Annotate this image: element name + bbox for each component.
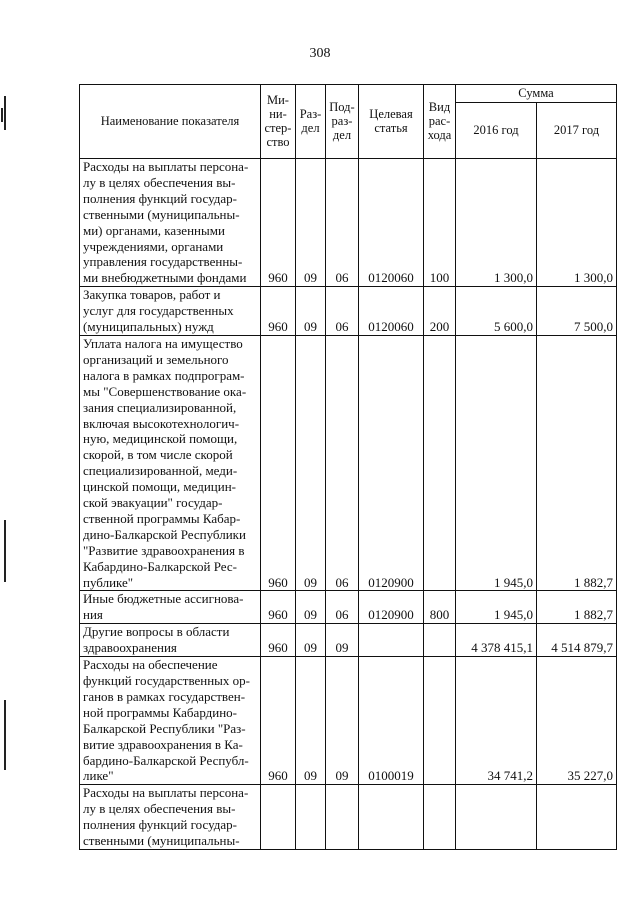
expense-type: 100	[424, 159, 456, 287]
target-article: 0120060	[359, 287, 424, 336]
sum-2016: 5 600,0	[456, 287, 537, 336]
indicator-name-line: включая высокотехнологич-	[83, 415, 240, 431]
header-name: Наименование показателя	[80, 85, 261, 159]
header-subsection	[326, 85, 359, 159]
sum-2016	[456, 785, 537, 850]
indicator-name-line: полнения функций государ-	[83, 190, 237, 206]
table-row	[80, 159, 617, 287]
sum-2016: 1 945,0	[456, 335, 537, 591]
sum-2017: 35 227,0	[537, 657, 617, 785]
sum-2017: 1 882,7	[537, 335, 617, 591]
sum-2017: 1 300,0	[537, 159, 617, 287]
header-year-2017: 2017 год	[537, 103, 617, 159]
indicator-name-line: зания специализированной,	[83, 399, 237, 415]
indicator-name-line: Уплата налога на имущество	[83, 335, 243, 351]
budget-table	[79, 84, 617, 850]
indicator-name-line: Расходы на выплаты персона-	[83, 159, 249, 174]
ministry-code: 960	[261, 657, 296, 785]
indicator-name-line: мы "Совершенствование ока-	[83, 383, 247, 399]
ministry-code: 960	[261, 624, 296, 657]
indicator-name-line: ственной программы Кабар-	[83, 510, 241, 526]
sum-2017: 1 882,7	[537, 591, 617, 624]
target-article: 0120900	[359, 335, 424, 591]
sum-2017: 7 500,0	[537, 287, 617, 336]
header-ministry	[261, 85, 296, 159]
header-target-line: статья	[374, 121, 408, 135]
header-expense-type-line: Вид	[428, 100, 451, 114]
sum-2016: 34 741,2	[456, 657, 537, 785]
indicator-name-line: публике"	[83, 574, 134, 590]
target-article: 0100019	[359, 657, 424, 785]
section-code: 09	[296, 335, 326, 591]
indicator-name	[80, 785, 261, 850]
table-row	[80, 591, 617, 624]
header-section	[296, 85, 326, 159]
indicator-name-line: витие здравоохранения в Ка-	[83, 736, 243, 752]
header-ministry-line: ни-	[269, 107, 287, 121]
indicator-name-line: бардино-Балкарской Республ-	[83, 752, 249, 768]
indicator-name	[80, 657, 261, 785]
indicator-name-line: ской эвакуации" государ-	[83, 495, 223, 511]
indicator-name-line: лу в целях обеспечения вы-	[83, 801, 236, 817]
ministry-code: 960	[261, 335, 296, 591]
indicator-name-line: ственными (муниципальны-	[83, 206, 240, 222]
table-row	[80, 785, 617, 850]
table-row	[80, 624, 617, 657]
indicator-name-line: Балкарской Республики "Раз-	[83, 720, 246, 736]
header-sum: Сумма	[456, 85, 617, 103]
header-year-2016: 2016 год	[456, 103, 537, 159]
indicator-name-line: услуг для государственных	[83, 303, 234, 319]
table-header	[80, 85, 617, 159]
section-code	[296, 785, 326, 850]
indicator-name-line: дино-Балкарской Республики	[83, 526, 246, 542]
header-expense-type-line: хода	[427, 128, 452, 142]
target-article	[359, 785, 424, 850]
header-subsection-line: дел	[332, 128, 352, 142]
ministry-code: 960	[261, 159, 296, 287]
page-number: 308	[309, 46, 331, 61]
sum-2016: 1 300,0	[456, 159, 537, 287]
target-article: 0120900	[359, 591, 424, 624]
subsection-code: 06	[326, 335, 359, 591]
sum-2017: 4 514 879,7	[537, 624, 617, 657]
indicator-name	[80, 624, 261, 657]
header-expense-type-line: рас-	[428, 114, 451, 128]
header-ministry-line: Ми-	[267, 93, 289, 107]
sum-2016: 1 945,0	[456, 591, 537, 624]
indicator-name	[80, 287, 261, 336]
expense-type	[424, 657, 456, 785]
header-section-line: дел	[301, 121, 320, 135]
subsection-code: 09	[326, 624, 359, 657]
margin-mark	[1, 108, 3, 122]
expense-type: 200	[424, 287, 456, 336]
expense-type	[424, 785, 456, 850]
indicator-name-line: специализированной, меди-	[83, 463, 238, 479]
section-code: 09	[296, 624, 326, 657]
expense-type	[424, 624, 456, 657]
margin-mark	[4, 96, 6, 130]
indicator-name-line: лике"	[83, 768, 114, 784]
table-body	[80, 159, 617, 850]
margin-mark	[4, 520, 6, 582]
table-row	[80, 657, 617, 785]
expense-type: 800	[424, 591, 456, 624]
indicator-name-line: ния	[83, 607, 103, 623]
indicator-name-line: ми) органами, казенными	[83, 222, 225, 238]
margin-mark	[4, 700, 6, 770]
header-ministry-line: стер-	[264, 121, 292, 135]
header-ministry-line: ство	[266, 135, 290, 149]
ministry-code: 960	[261, 591, 296, 624]
indicator-name	[80, 159, 261, 287]
indicator-name-line: организаций и земельного	[83, 351, 229, 367]
section-code: 09	[296, 159, 326, 287]
indicator-name-line: Расходы на выплаты персона-	[83, 785, 249, 801]
indicator-name-line: Иные бюджетные ассигнова-	[83, 591, 244, 607]
sum-2017	[537, 785, 617, 850]
indicator-name-line: ми внебюджетными фондами	[83, 270, 247, 286]
subsection-code: 06	[326, 159, 359, 287]
table-row	[80, 335, 617, 591]
header-expense-type	[424, 85, 456, 159]
indicator-name-line: (муниципальных) нужд	[83, 319, 214, 335]
ministry-code: 960	[261, 287, 296, 336]
header-target-line: Целевая	[369, 107, 413, 121]
target-article: 0120060	[359, 159, 424, 287]
section-code: 09	[296, 657, 326, 785]
indicator-name-line: цинской помощи, медицин-	[83, 479, 237, 495]
header-subsection-line: Под-	[329, 100, 355, 114]
target-article	[359, 624, 424, 657]
ministry-code	[261, 785, 296, 850]
expense-type	[424, 335, 456, 591]
subsection-code	[326, 785, 359, 850]
sum-2016: 4 378 415,1	[456, 624, 537, 657]
indicator-name-line: функций государственных ор-	[83, 673, 251, 688]
indicator-name-line: полнения функций государ-	[83, 817, 237, 833]
header-target	[359, 85, 424, 159]
header-subsection-line: раз-	[331, 114, 353, 128]
indicator-name-line: управления государственны-	[83, 254, 243, 270]
indicator-name-line: налога в рамках подпрограм-	[83, 367, 245, 383]
indicator-name-line: ганов в рамках государствен-	[83, 688, 246, 704]
indicator-name-line: ной программы Кабардино-	[83, 704, 238, 720]
indicator-name-line: Расходы на обеспечение	[83, 657, 218, 673]
indicator-name-line: "Развитие здравоохранения в	[83, 542, 245, 558]
header-section-line: Раз-	[299, 107, 322, 121]
indicator-name-line: учреждениями, органами	[83, 238, 224, 254]
indicator-name	[80, 335, 261, 591]
indicator-name-line: Закупка товаров, работ и	[83, 287, 221, 303]
table-row	[80, 287, 617, 336]
indicator-name-line: лу в целях обеспечения вы-	[83, 174, 236, 190]
subsection-code: 06	[326, 591, 359, 624]
subsection-code: 06	[326, 287, 359, 336]
indicator-name-line: скорой, в том числе скорой	[83, 447, 233, 463]
indicator-name-line: ную, медицинской помощи,	[83, 431, 238, 447]
indicator-name-line: ственными (муниципальны-	[83, 833, 240, 849]
subsection-code: 09	[326, 657, 359, 785]
indicator-name-line: здравоохранения	[83, 640, 177, 656]
indicator-name-line: Кабардино-Балкарской Рес-	[83, 558, 237, 574]
indicator-name	[80, 591, 261, 624]
section-code: 09	[296, 591, 326, 624]
indicator-name-line: Другие вопросы в области	[83, 624, 230, 640]
section-code: 09	[296, 287, 326, 336]
